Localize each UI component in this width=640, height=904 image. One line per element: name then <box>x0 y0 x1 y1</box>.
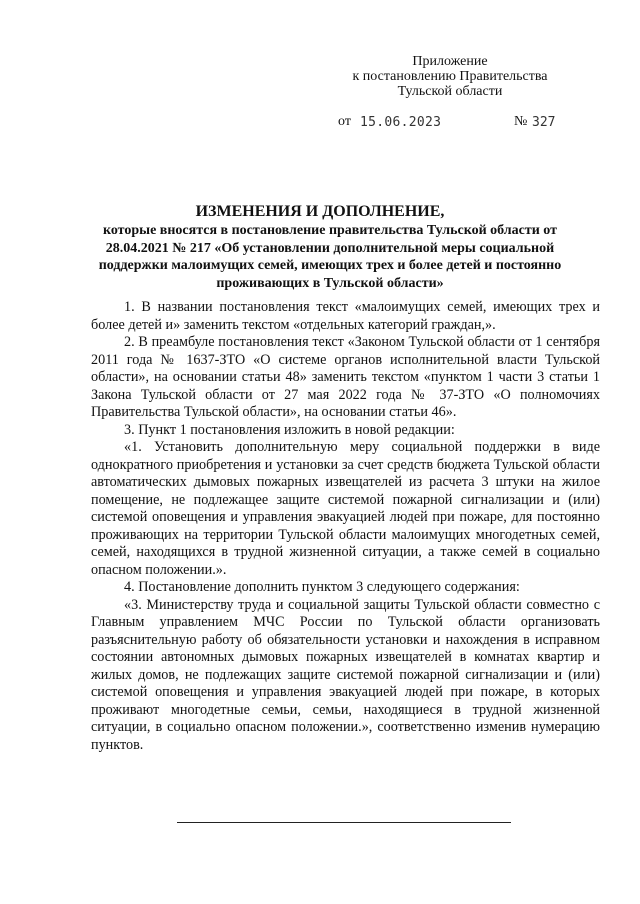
appendix-line-1: Приложение <box>412 54 488 69</box>
paragraph-4: 4. Постановление дополнить пунктом 3 следующего содержания: <box>124 579 520 595</box>
document-title: ИЗМЕНЕНИЯ И ДОПОЛНЕНИЕ, <box>195 203 445 220</box>
paragraph-3: 3. Пункт 1 постановления изложить в новой редакции: <box>124 421 455 438</box>
document-subtitle: которые вносятся в постановление правительства Тульской области от 28.04.2021 № 217 «Об установлении дополнительной меры социальной поддержки малоимущих семей, имеющих трех и более детей и постоянно проживающих в Тульской области» <box>98 223 562 291</box>
appendix-line-2: к постановлению Правительства <box>352 69 548 84</box>
closing-rule <box>177 822 511 823</box>
number-sign: № <box>514 114 528 129</box>
paragraph-4-quote: «3. Министерству труда и социальной защиты Тульской области совместно с Главным управлением МЧС России по Тульской области организовать разъяснительную работу об обязательности установки и нахождения в исправном состоянии автономных дымовых пожарных извещателей в комнатах квартир и жилых домов, не подлежащих защите системой пожарной сигнализации и (или) системой оповещения и управления эвакуацией людей при пожаре, в которых проживают многодетные семьи, семьи, находящиеся в трудной жизненной ситуации, в социально опасном положении.», соответственно изменив нумерацию пунктов. <box>91 596 600 753</box>
paragraph-1: 1. В названии постановления текст «малоимущих семей, имеющих трех и более детей и» заменить текстом «отдельных категорий граждан,». <box>91 299 600 333</box>
appendix-line-3: Тульской области <box>397 84 503 99</box>
appendix-header <box>330 54 570 99</box>
paragraph-3-quote: «1. Установить дополнительную меру социальной поддержки в виде однократного приобретения и установки за счет средств бюджета Тульской области автоматических дымовых пожарных извещателей из расчета 3 штуки на жилое помещение, не подлежащее защите системой пожарной сигнализации и (или) системой оповещения и управления эвакуацией людей при пожаре, для постоянно проживающих на территории Тульской области малоимущих многодетных семей, семей, находящихся в трудной жизненной ситуации, а также семей в социально опасном положении.». <box>91 439 600 578</box>
paragraph-2: 2. В преамбуле постановления текст «Законом Тульской области от 1 сентября 2011 года № 1637-ЗТО «О системе органов исполнительной власти Тульской области», на основании статьи 48» заменить текстом «пунктом 1 части 3 статьи 1 Закона Тульской области от 27 мая 2022 года № 37-ЗТО «О полномочиях Правительства Тульской области», на основании статьи 46». <box>91 334 600 420</box>
document-body <box>91 299 600 754</box>
document-date: 15.06.2023 <box>360 115 442 130</box>
date-prefix: от <box>338 114 351 129</box>
document-number: 327 <box>532 115 556 130</box>
